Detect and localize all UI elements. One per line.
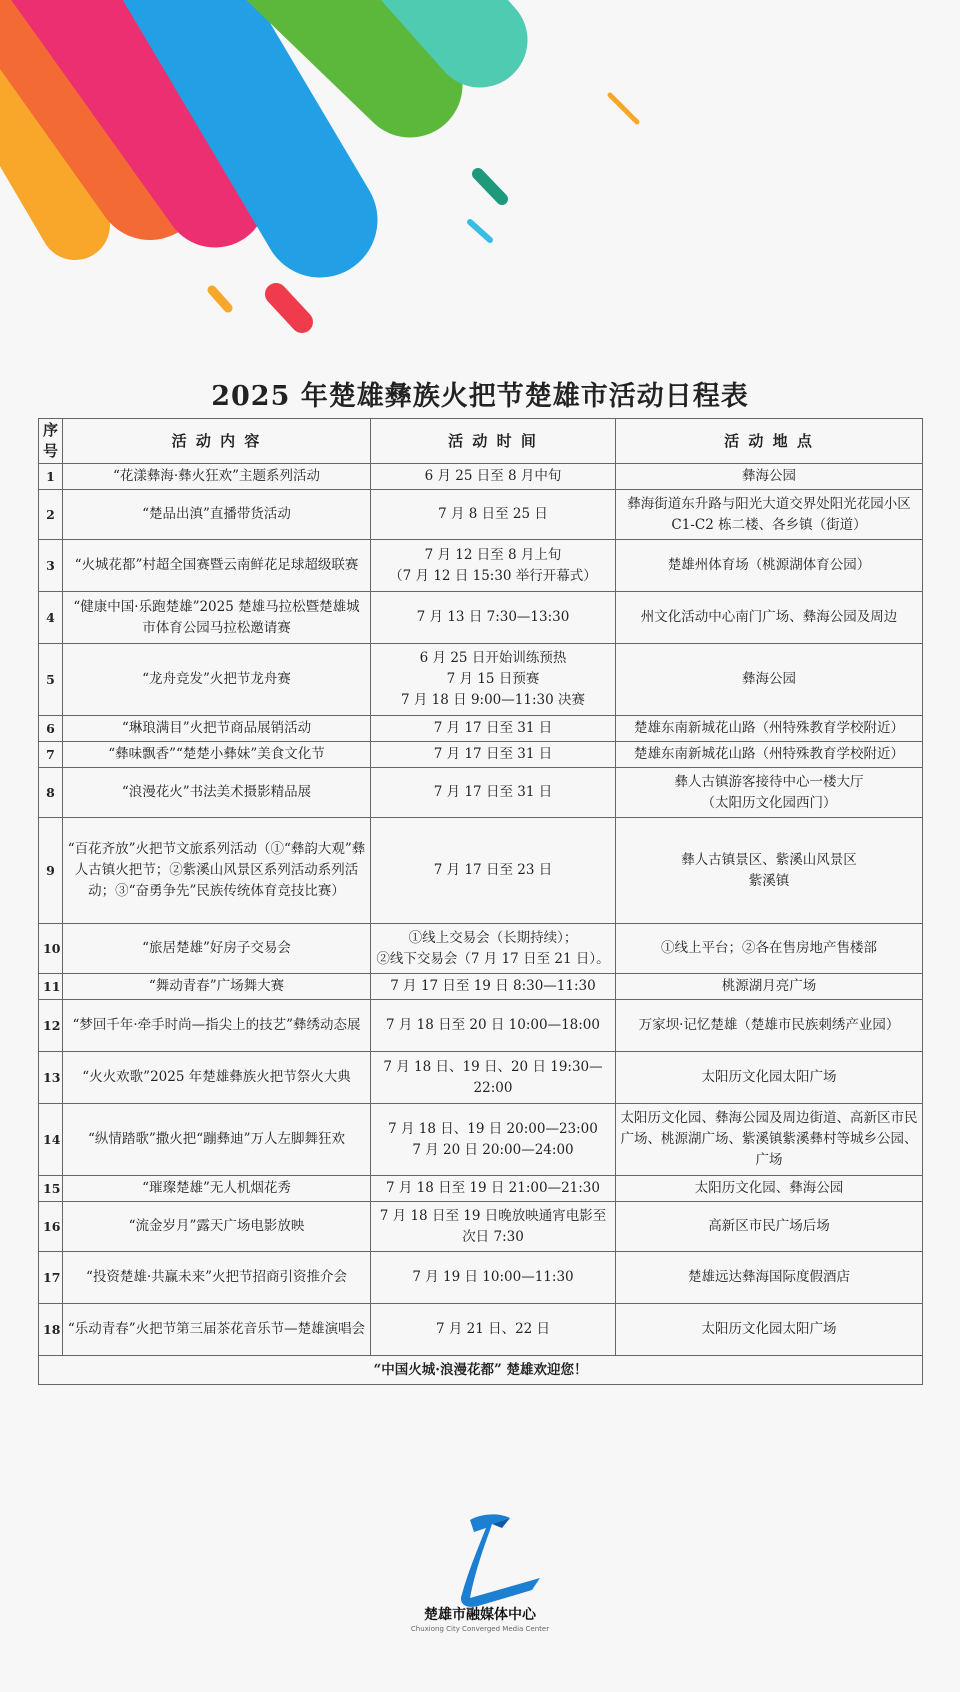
- row-time: 6 月 25 日开始训练预热 7 月 15 日预赛 7 月 18 日 9:00—11:30 决赛: [371, 644, 616, 716]
- row-number: 14: [39, 1104, 63, 1176]
- row-time: 7 月 17 日至 31 日: [371, 716, 616, 742]
- row-number: 15: [39, 1176, 63, 1202]
- row-content: “楚品出滇”直播带货活动: [63, 490, 371, 540]
- table-row: [39, 592, 923, 644]
- row-place: ①线上平台；②各在售房地产售楼部: [616, 924, 923, 974]
- row-number: 2: [39, 490, 63, 540]
- row-time: ①线上交易会（长期持续）； ②线下交易会（7 月 17 日至 21 日）。: [371, 924, 616, 974]
- row-place: 太阳历文化园、彝海公园及周边街道、高新区市民广场、桃源湖广场、紫溪镇紫溪彝村等城乡公园、广场: [616, 1104, 923, 1176]
- row-place: 州文化活动中心南门广场、彝海公园及周边: [616, 592, 923, 644]
- row-place: 楚雄东南新城花山路（州特殊教育学校附近）: [616, 716, 923, 742]
- table-row: [39, 716, 923, 742]
- row-time: 7 月 21 日、22 日: [371, 1304, 616, 1356]
- table-row: [39, 490, 923, 540]
- row-content: “龙舟竞发”火把节龙舟赛: [63, 644, 371, 716]
- row-number: 12: [39, 1000, 63, 1052]
- row-content: “琳琅满目”火把节商品展销活动: [63, 716, 371, 742]
- footer-slogan: “中国火城·浪漫花都” 楚雄欢迎您！: [39, 1356, 923, 1385]
- row-number: 13: [39, 1052, 63, 1104]
- dash-yellow: [610, 95, 637, 122]
- row-content: “火城花都”村超全国赛暨云南鲜花足球超级联赛: [63, 540, 371, 592]
- header-row: [39, 419, 923, 464]
- table-row: [39, 1202, 923, 1252]
- dash-orange: [212, 290, 228, 308]
- row-content: “旅居楚雄”好房子交易会: [63, 924, 371, 974]
- row-time: 7 月 17 日至 31 日: [371, 768, 616, 818]
- row-time: 7 月 18 日、19 日 20:00—23:00 7 月 20 日 20:00—24:00: [371, 1104, 616, 1176]
- row-time: 7 月 17 日至 23 日: [371, 818, 616, 924]
- row-number: 11: [39, 974, 63, 1000]
- logo-subtitle: Chuxiong City Converged Media Center: [410, 1625, 550, 1633]
- table-row: [39, 818, 923, 924]
- footer-row: [39, 1356, 923, 1385]
- row-number: 16: [39, 1202, 63, 1252]
- row-number: 17: [39, 1252, 63, 1304]
- row-time: 7 月 18 日至 20 日 10:00—18:00: [371, 1000, 616, 1052]
- row-number: 8: [39, 768, 63, 818]
- row-content: “浪漫花火”书法美术摄影精品展: [63, 768, 371, 818]
- row-number: 7: [39, 742, 63, 768]
- row-place: 彝海公园: [616, 464, 923, 490]
- logo-name: 楚雄市融媒体中心: [424, 1607, 536, 1623]
- table-row: [39, 464, 923, 490]
- row-place: 太阳历文化园、彝海公园: [616, 1176, 923, 1202]
- row-time: 7 月 12 日至 8 月上旬 （7 月 12 日 15:30 举行开幕式）: [371, 540, 616, 592]
- table-row: [39, 540, 923, 592]
- dash-green: [478, 174, 502, 199]
- table-row: [39, 1304, 923, 1356]
- decorative-stripes: [0, 0, 960, 360]
- row-place: 高新区市民广场后场: [616, 1202, 923, 1252]
- header-time: 活 动 时 间: [371, 419, 616, 464]
- row-place: 彝海公园: [616, 644, 923, 716]
- row-time: 7 月 17 日至 19 日 8:30—11:30: [371, 974, 616, 1000]
- row-place: 楚雄东南新城花山路（州特殊教育学校附近）: [616, 742, 923, 768]
- row-content: “花漾彝海·彝火狂欢”主题系列活动: [63, 464, 371, 490]
- row-time: 7 月 18 日至 19 日 21:00—21:30: [371, 1176, 616, 1202]
- row-time: 7 月 8 日至 25 日: [371, 490, 616, 540]
- page-title: 2025 年楚雄彝族火把节楚雄市活动日程表: [211, 381, 749, 412]
- row-place: 彝人古镇景区、紫溪山风景区 紫溪镇: [616, 818, 923, 924]
- table-row: [39, 974, 923, 1000]
- row-content: “彝味飘香”“楚楚小彝妹”美食文化节: [63, 742, 371, 768]
- header-no: 序号: [39, 419, 63, 464]
- row-content: “舞动青春”广场舞大赛: [63, 974, 371, 1000]
- header-place: 活 动 地 点: [616, 419, 923, 464]
- row-time: 7 月 19 日 10:00—11:30: [371, 1252, 616, 1304]
- row-number: 4: [39, 592, 63, 644]
- row-content: “璀璨楚雄”无人机烟花秀: [63, 1176, 371, 1202]
- row-content: “百花齐放”火把节文旅系列活动（①“彝韵大观”彝人古镇火把节；②紫溪山风景区系列活动系列活动；③“奋勇争先”民族传统体育竞技比赛）: [63, 818, 371, 924]
- dash-blue: [470, 222, 490, 240]
- row-number: 9: [39, 818, 63, 924]
- schedule-table: [38, 418, 923, 1385]
- table-row: [39, 1052, 923, 1104]
- row-time: 7 月 18 日至 19 日晚放映通宵电影至次日 7:30: [371, 1202, 616, 1252]
- stripe-teal: [400, 0, 480, 40]
- table-row: [39, 742, 923, 768]
- table-row: [39, 1000, 923, 1052]
- row-content: “纵情踏歌”撒火把“蹦彝迪”万人左脚舞狂欢: [63, 1104, 371, 1176]
- row-place: 彝海街道东升路与阳光大道交界处阳光花园小区 C1-C2 栋二楼、各乡镇（街道）: [616, 490, 923, 540]
- row-content: “梦回千年·牵手时尚—指尖上的技艺”彝绣动态展: [63, 1000, 371, 1052]
- row-place: 太阳历文化园太阳广场: [616, 1304, 923, 1356]
- row-time: 6 月 25 日至 8 月中旬: [371, 464, 616, 490]
- row-place: 万家坝·记忆楚雄（楚雄市民族刺绣产业园）: [616, 1000, 923, 1052]
- row-content: “乐动青春”火把节第三届茶花音乐节—楚雄演唱会: [63, 1304, 371, 1356]
- row-place: 桃源湖月亮广场: [616, 974, 923, 1000]
- table-row: [39, 924, 923, 974]
- row-time: 7 月 13 日 7:30—13:30: [371, 592, 616, 644]
- header-content: 活 动 内 容: [63, 419, 371, 464]
- row-time: 7 月 18 日、19 日、20 日 19:30—22:00: [371, 1052, 616, 1104]
- row-content: “火火欢歌”2025 年楚雄彝族火把节祭火大典: [63, 1052, 371, 1104]
- row-place: 楚雄州体育场（桃源湖体育公园）: [616, 540, 923, 592]
- dash-red: [276, 294, 302, 322]
- row-content: “健康中国·乐跑楚雄”2025 楚雄马拉松暨楚雄城市体育公园马拉松邀请赛: [63, 592, 371, 644]
- row-number: 6: [39, 716, 63, 742]
- row-content: “流金岁月”露天广场电影放映: [63, 1202, 371, 1252]
- row-place: 太阳历文化园太阳广场: [616, 1052, 923, 1104]
- table-row: [39, 1252, 923, 1304]
- table-row: [39, 1104, 923, 1176]
- row-number: 3: [39, 540, 63, 592]
- row-place: 楚雄远达彝海国际度假酒店: [616, 1252, 923, 1304]
- row-place: 彝人古镇游客接待中心一楼大厅 （太阳历文化园西门）: [616, 768, 923, 818]
- row-content: “投资楚雄·共赢未来”火把节招商引资推介会: [63, 1252, 371, 1304]
- row-number: 1: [39, 464, 63, 490]
- row-number: 18: [39, 1304, 63, 1356]
- table-row: [39, 768, 923, 818]
- row-number: 5: [39, 644, 63, 716]
- row-time: 7 月 17 日至 31 日: [371, 742, 616, 768]
- table-row: [39, 1176, 923, 1202]
- schedule-body: [39, 464, 923, 1356]
- table-row: [39, 644, 923, 716]
- row-number: 10: [39, 924, 63, 974]
- logo-mark: [461, 1514, 540, 1606]
